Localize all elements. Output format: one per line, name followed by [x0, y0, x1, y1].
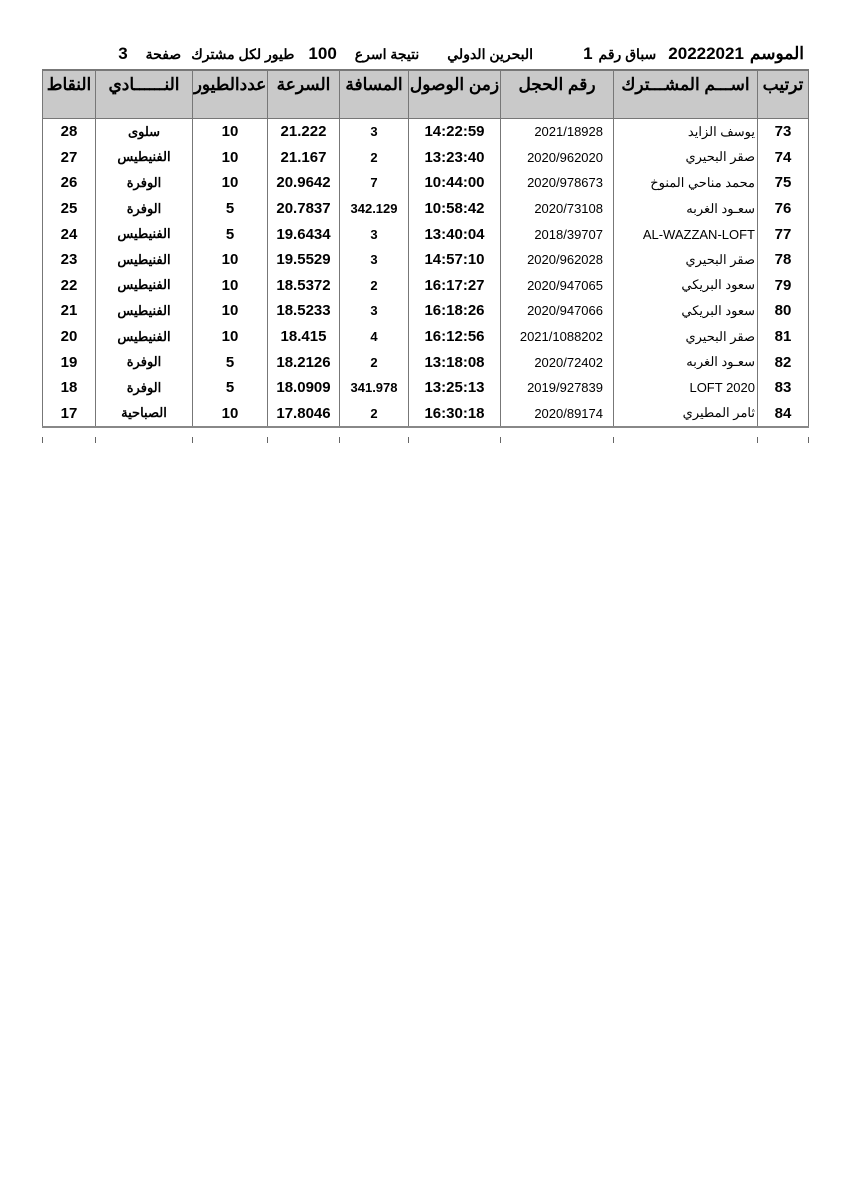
table-row [43, 196, 809, 222]
cell-distance: 3 [340, 119, 409, 145]
season-label: الموسم [749, 44, 804, 63]
cell-club: الفنيطيس [96, 273, 193, 299]
table-row [43, 119, 809, 145]
cell-distance: 7 [340, 170, 409, 196]
cell-club: الفنيطيس [96, 221, 193, 247]
cell-participant-name: سعـود الغربه [614, 349, 758, 375]
header-ring-number: رقم الحجل [501, 70, 614, 119]
divider-tick [408, 437, 409, 443]
divider-tick [339, 437, 340, 443]
cell-ring-number: 2019/927839 [501, 375, 614, 401]
cell-ring-number: 2020/72402 [501, 349, 614, 375]
cell-points: 23 [43, 247, 96, 273]
header-arrival-time: زمن الوصول [409, 70, 501, 119]
cell-rank: 76 [758, 196, 809, 222]
cell-rank: 81 [758, 324, 809, 350]
divider-tick [757, 437, 758, 443]
table-row [43, 145, 809, 171]
cell-ring-number: 2020/947066 [501, 298, 614, 324]
cell-arrival-time: 16:17:27 [409, 273, 501, 299]
table-row [43, 324, 809, 350]
cell-arrival-time: 13:23:40 [409, 145, 501, 171]
cell-distance: 2 [340, 349, 409, 375]
page-number: 3 [118, 44, 128, 63]
table-row [43, 247, 809, 273]
header-points: النقاط [43, 70, 96, 119]
table-row [43, 349, 809, 375]
cell-bird-count: 5 [193, 349, 268, 375]
cell-ring-number: 2020/947065 [501, 273, 614, 299]
cell-participant-name: سعود البريكي [614, 273, 758, 299]
header-rank: ترتيب [758, 70, 809, 119]
header-bird-count: عددالطيور [193, 70, 268, 119]
cell-club: الوفرة [96, 375, 193, 401]
race-name: البحرين الدولي [447, 46, 534, 62]
cell-distance: 3 [340, 298, 409, 324]
cell-distance: 3 [340, 247, 409, 273]
cell-rank: 77 [758, 221, 809, 247]
cell-speed: 18.5233 [268, 298, 340, 324]
table-row [43, 170, 809, 196]
header-club: النــــــادي [96, 70, 193, 119]
cell-arrival-time: 13:25:13 [409, 375, 501, 401]
cell-rank: 83 [758, 375, 809, 401]
cell-speed: 21.167 [268, 145, 340, 171]
cell-bird-count: 10 [193, 401, 268, 428]
cell-bird-count: 5 [193, 221, 268, 247]
cell-rank: 74 [758, 145, 809, 171]
cell-distance: 2 [340, 273, 409, 299]
title-line [40, 44, 804, 64]
divider-tick [808, 437, 809, 443]
cell-rank: 80 [758, 298, 809, 324]
cell-bird-count: 10 [193, 273, 268, 299]
cell-speed: 18.0909 [268, 375, 340, 401]
cell-participant-name: محمد مناحي المنوخ [614, 170, 758, 196]
cell-club: الوفرة [96, 170, 193, 196]
cell-club: الوفرة [96, 349, 193, 375]
cell-distance: 2 [340, 145, 409, 171]
divider-tick [42, 437, 43, 443]
cell-speed: 18.5372 [268, 273, 340, 299]
season-value: 20222021 [668, 44, 744, 63]
cell-speed: 18.2126 [268, 349, 340, 375]
cell-arrival-time: 10:44:00 [409, 170, 501, 196]
cell-arrival-time: 14:57:10 [409, 247, 501, 273]
cell-club: الصباحية [96, 401, 193, 428]
cell-distance: 342.129 [340, 196, 409, 222]
cell-bird-count: 5 [193, 196, 268, 222]
cell-participant-name: AL-WAZZAN-LOFT [614, 221, 758, 247]
divider-tick [500, 437, 501, 443]
cell-arrival-time: 16:30:18 [409, 401, 501, 428]
cell-rank: 78 [758, 247, 809, 273]
cell-distance: 4 [340, 324, 409, 350]
cell-ring-number: 2020/89174 [501, 401, 614, 428]
results-table [42, 69, 809, 428]
cell-points: 20 [43, 324, 96, 350]
header-participant-name: اســـم المشـــترك [614, 70, 758, 119]
divider-tick [267, 437, 268, 443]
cell-points: 25 [43, 196, 96, 222]
table-row [43, 298, 809, 324]
cell-ring-number: 2020/73108 [501, 196, 614, 222]
cell-bird-count: 10 [193, 247, 268, 273]
cell-speed: 21.222 [268, 119, 340, 145]
cell-participant-name: سعود البريكي [614, 298, 758, 324]
table-row [43, 375, 809, 401]
result-label: نتيجة اسرع [354, 46, 420, 62]
cell-ring-number: 2021/18928 [501, 119, 614, 145]
cell-speed: 17.8046 [268, 401, 340, 428]
cell-points: 18 [43, 375, 96, 401]
cell-speed: 18.415 [268, 324, 340, 350]
cell-participant-name: صقر البحيري [614, 247, 758, 273]
cell-rank: 73 [758, 119, 809, 145]
birds-count: 100 [308, 44, 337, 63]
cell-ring-number: 2018/39707 [501, 221, 614, 247]
cell-bird-count: 10 [193, 119, 268, 145]
cell-club: الفنيطيس [96, 247, 193, 273]
cell-club: الوفرة [96, 196, 193, 222]
cell-bird-count: 10 [193, 324, 268, 350]
cell-bird-count: 10 [193, 298, 268, 324]
cell-points: 27 [43, 145, 96, 171]
table-row [43, 221, 809, 247]
cell-club: الفنيطيس [96, 298, 193, 324]
birds-per-member-label: طيور لكل مشترك [191, 46, 295, 62]
cell-rank: 84 [758, 401, 809, 428]
table-header [43, 70, 809, 119]
header-distance: المسافة [340, 70, 409, 119]
cell-arrival-time: 16:18:26 [409, 298, 501, 324]
cell-speed: 19.5529 [268, 247, 340, 273]
cell-rank: 75 [758, 170, 809, 196]
header-speed: السرعة [268, 70, 340, 119]
cell-speed: 20.9642 [268, 170, 340, 196]
cell-participant-name: سعـود الغربه [614, 196, 758, 222]
cell-ring-number: 2020/962028 [501, 247, 614, 273]
cell-participant-name: صقر البحيري [614, 145, 758, 171]
cell-distance: 3 [340, 221, 409, 247]
cell-arrival-time: 16:12:56 [409, 324, 501, 350]
divider-tick [192, 437, 193, 443]
race-label: سباق رقم [598, 46, 657, 62]
cell-speed: 19.6434 [268, 221, 340, 247]
cell-participant-name: LOFT 2020 [614, 375, 758, 401]
cell-rank: 79 [758, 273, 809, 299]
cell-points: 17 [43, 401, 96, 428]
cell-distance: 2 [340, 401, 409, 428]
cell-arrival-time: 13:40:04 [409, 221, 501, 247]
cell-points: 28 [43, 119, 96, 145]
cell-participant-name: ثامر المطيري [614, 401, 758, 428]
divider-tick [613, 437, 614, 443]
cell-bird-count: 10 [193, 145, 268, 171]
cell-club: الفنيطيس [96, 145, 193, 171]
cell-points: 24 [43, 221, 96, 247]
table-row [43, 401, 809, 428]
cell-points: 19 [43, 349, 96, 375]
divider-tick [95, 437, 96, 443]
cell-bird-count: 10 [193, 170, 268, 196]
page-label: صفحة [145, 46, 182, 62]
cell-speed: 20.7837 [268, 196, 340, 222]
cell-club: الفنيطيس [96, 324, 193, 350]
cell-points: 26 [43, 170, 96, 196]
cell-ring-number: 2020/978673 [501, 170, 614, 196]
cell-distance: 341.978 [340, 375, 409, 401]
cell-points: 21 [43, 298, 96, 324]
cell-ring-number: 2021/1088202 [501, 324, 614, 350]
cell-arrival-time: 13:18:08 [409, 349, 501, 375]
cell-rank: 82 [758, 349, 809, 375]
cell-points: 22 [43, 273, 96, 299]
cell-participant-name: يوسف الزايد [614, 119, 758, 145]
cell-participant-name: صقر البحيري [614, 324, 758, 350]
cell-ring-number: 2020/962020 [501, 145, 614, 171]
race-number: 1 [583, 44, 593, 63]
cell-arrival-time: 14:22:59 [409, 119, 501, 145]
cell-bird-count: 5 [193, 375, 268, 401]
cell-arrival-time: 10:58:42 [409, 196, 501, 222]
table-row [43, 273, 809, 299]
cell-club: سلوى [96, 119, 193, 145]
